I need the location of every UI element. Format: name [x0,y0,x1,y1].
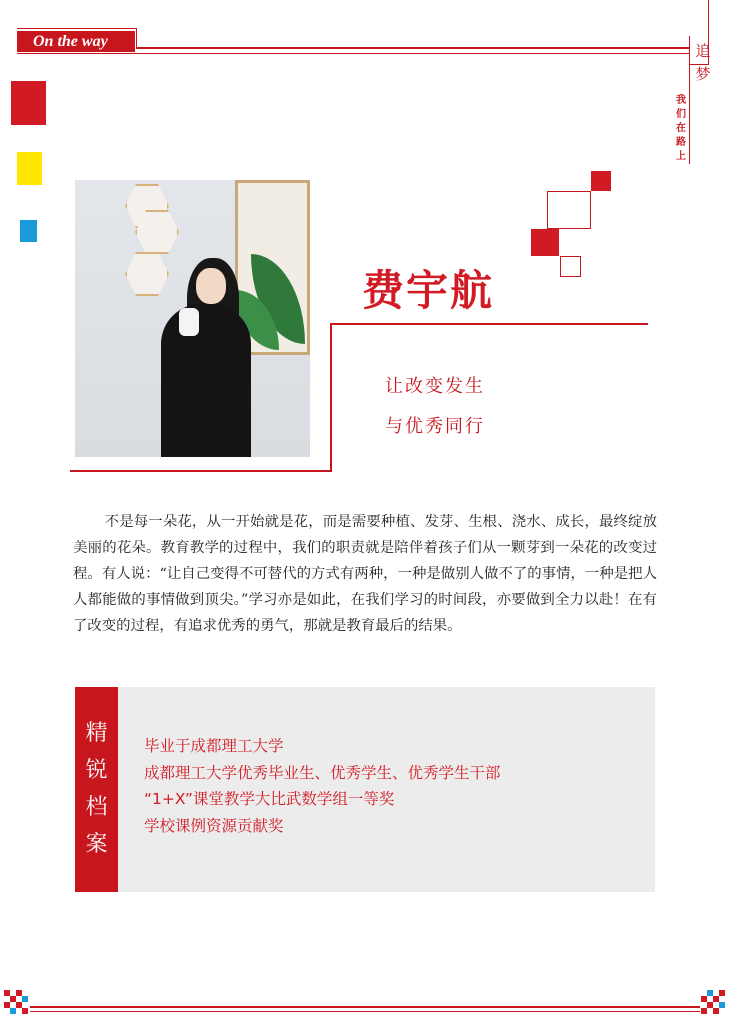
hex-decor [125,252,169,296]
award-list [144,733,501,839]
footer-rule [30,1006,700,1008]
person-cuff [179,308,199,336]
footer-check-pattern-right [701,990,725,1014]
footer-check-pattern-left [4,990,28,1014]
award-item: 毕业于成都理工大学 [144,737,284,755]
decor-square [591,171,611,191]
bio-paragraph: 不是每一朵花，从一开始就是花，而是需要种植、发芽、生根、浇水、成长，最终绽放美丽的花朵。教育教学的过程中，我们的职责就是陪伴着孩子们从一颗芽到一朵花的改变过程。有人说：“让自己变得不可替代的方式有两种，一种是做别人做不了的事情，一种是把人人都能做的事情做到顶尖。”学习亦是如此，在我们学习的时间段，亦要做到全力以赴！在有了改变的过程，有追求优秀的勇气，那就是教育最后的结果。 [73,514,657,634]
header-rule-main [136,47,689,49]
profile-rule-top [331,323,648,325]
decor-blue-block [20,220,37,242]
side-rule-inner [689,36,690,164]
decor-square-outline [547,191,591,229]
motto-line-2: 与优秀同行 [385,416,485,437]
person-face [196,268,226,304]
motto-line-1: 让改变发生 [385,376,485,397]
award-item: 成都理工大学优秀毕业生、优秀学生、优秀学生干部 [144,763,501,782]
award-item: “1+X”课堂教学大比武数学组一等奖 [144,790,395,808]
decor-red-block [11,81,46,125]
header-badge: On the way [17,31,135,52]
header-rule-left [136,28,137,48]
footer-rule-thin [30,1011,700,1012]
profile-name: 费宇航 [362,266,495,315]
decor-square [531,229,559,256]
awards-tab-label [75,687,118,892]
profile-rule-bottom [70,470,332,472]
header-rule-top [17,28,137,29]
side-title: 追 梦 [695,42,711,83]
header-rule-thin [17,53,689,54]
profile-rule-right [330,323,332,471]
decor-yellow-block [17,152,42,185]
award-item: 学校课例资源贡献奖 [144,816,284,835]
side-subtitle: 我 们 在 路 上 [676,95,686,162]
portrait-photo [75,180,310,457]
decor-square-outline [560,256,581,277]
awards-tab-text: 精 锐 档 案 [85,721,108,857]
person-body [161,304,251,457]
